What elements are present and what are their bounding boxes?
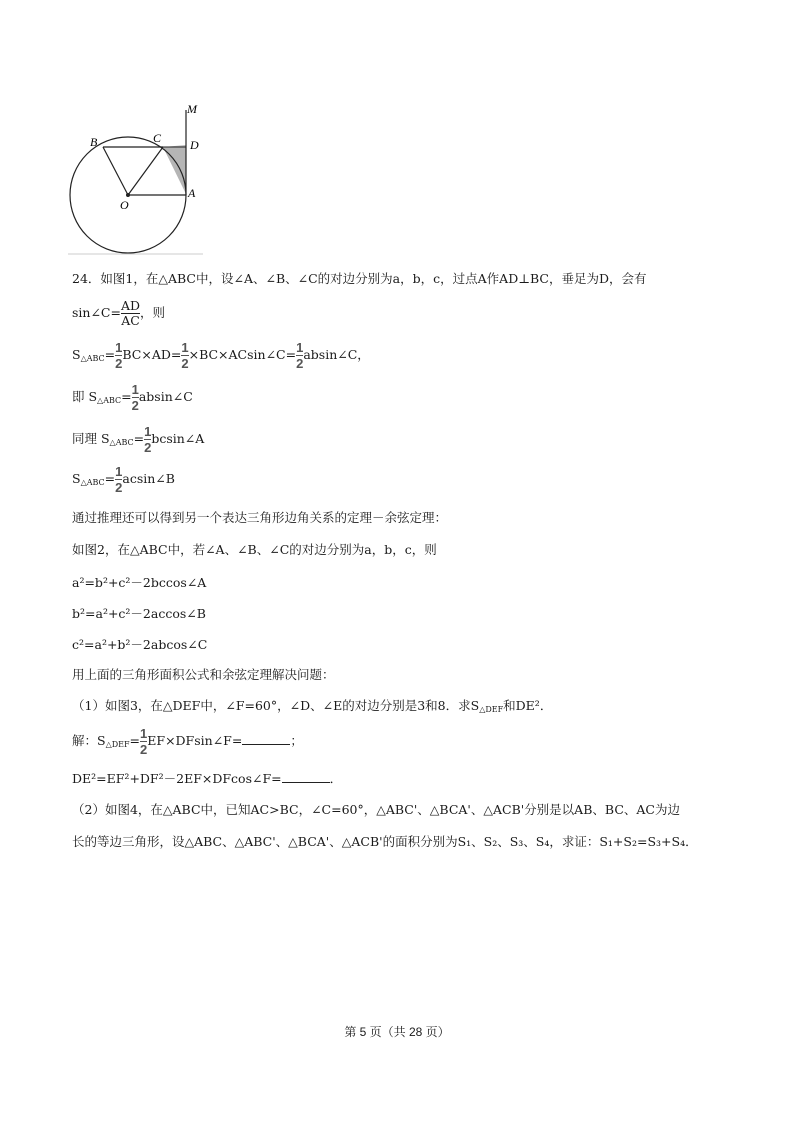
label-a: A bbox=[188, 186, 196, 200]
solution-line: 解：$S_{\triangle DEF}=$ $\frac{1}{2}$ EF×DFsin∠F= ； bbox=[72, 726, 303, 757]
cosine-law-b: b²=a²+c²－2accos∠B bbox=[72, 606, 206, 621]
use-text: 用上面的三角形面积公式和余弦定理解决问题： bbox=[72, 667, 335, 682]
cosine-law-c: c²=a²+b²－2abcos∠C bbox=[72, 637, 208, 652]
answer-blank-1[interactable] bbox=[242, 733, 290, 745]
fraction-half: $\frac{1}{2}$ bbox=[140, 726, 148, 757]
fraction-ad-ac: $\frac{AD}{AC}$ bbox=[120, 298, 141, 328]
area-line-4: $S_{\triangle ABC}=$ $\frac{1}{2}$ acsin∠B bbox=[72, 464, 175, 495]
infer-text: 通过推理还可以得到另一个表达三角形边角关系的定理－余弦定理： bbox=[72, 510, 448, 525]
fraction-half: $\frac{1}{2}$ bbox=[131, 382, 139, 413]
label-o: O bbox=[120, 198, 129, 212]
answer-blank-2[interactable] bbox=[282, 771, 330, 783]
page-footer: 第 5 页（共 28 页） bbox=[344, 1025, 450, 1039]
label-d: D bbox=[190, 138, 199, 152]
sin-post: ，则 bbox=[140, 305, 166, 320]
part2-line-1: （2）如图4，在△ABC中，已知AC>BC，∠C=60°，△ABC'、△BCA'、△ACB'分别是以AB、BC、AC为边 bbox=[72, 802, 680, 817]
sin-line bbox=[72, 299, 165, 328]
fraction-half: $\frac{1}{2}$ bbox=[181, 340, 189, 371]
circle-figure bbox=[68, 98, 208, 258]
part2-line-2: 长的等边三角形，设△ABC、△ABC'、△BCA'、△ACB'的面积分别为S₁、S₂、S₃、S₄，求证：S₁+S₂=S₃+S₄． bbox=[72, 834, 698, 849]
label-c: C bbox=[153, 131, 162, 145]
sin-pre: sin∠C= bbox=[72, 305, 121, 320]
fraction-half: $\frac{1}{2}$ bbox=[115, 464, 123, 495]
segment-ob bbox=[103, 147, 128, 195]
segment-oc bbox=[128, 147, 163, 195]
cosine-law-a: a²=b²+c²－2bccos∠A bbox=[72, 575, 207, 590]
area-line-1: $S_{\triangle ABC}=$ $\frac{1}{2}$ BC×AD= $\frac{1}{2}$ ×BC×ACsin∠C= $\frac{1}{2}$ absin∠C， bbox=[72, 340, 370, 371]
q24-intro: 24．如图1，在△ABC中，设∠A、∠B、∠C的对边分别为a，b，c，过点A作AD⊥BC，垂足为D，会有 bbox=[72, 271, 647, 286]
area-line-2: 即 $S_{\triangle ABC}=$ $\frac{1}{2}$ absin∠C bbox=[72, 382, 193, 413]
area-line-3: 同理 $S_{\triangle ABC}=$ $\frac{1}{2}$ bcsin∠A bbox=[72, 424, 205, 455]
fig2-text: 如图2，在△ABC中，若∠A、∠B、∠C的对边分别为a，b，c，则 bbox=[72, 542, 437, 557]
label-b: B bbox=[90, 135, 98, 149]
fraction-half: $\frac{1}{2}$ bbox=[144, 424, 152, 455]
fraction-half: $\frac{1}{2}$ bbox=[115, 340, 123, 371]
de-line: DE²=EF²+DF²－2EF×DFcos∠F= ． bbox=[72, 771, 343, 786]
center-dot bbox=[126, 193, 130, 197]
fraction-half: $\frac{1}{2}$ bbox=[296, 340, 304, 371]
label-m: M bbox=[187, 102, 197, 116]
part1-text: （1）如图3，在△DEF中，∠F=60°，∠D、∠E的对边分别是3和8．求$S_{\triangle DEF}$和DE²． bbox=[72, 698, 553, 714]
